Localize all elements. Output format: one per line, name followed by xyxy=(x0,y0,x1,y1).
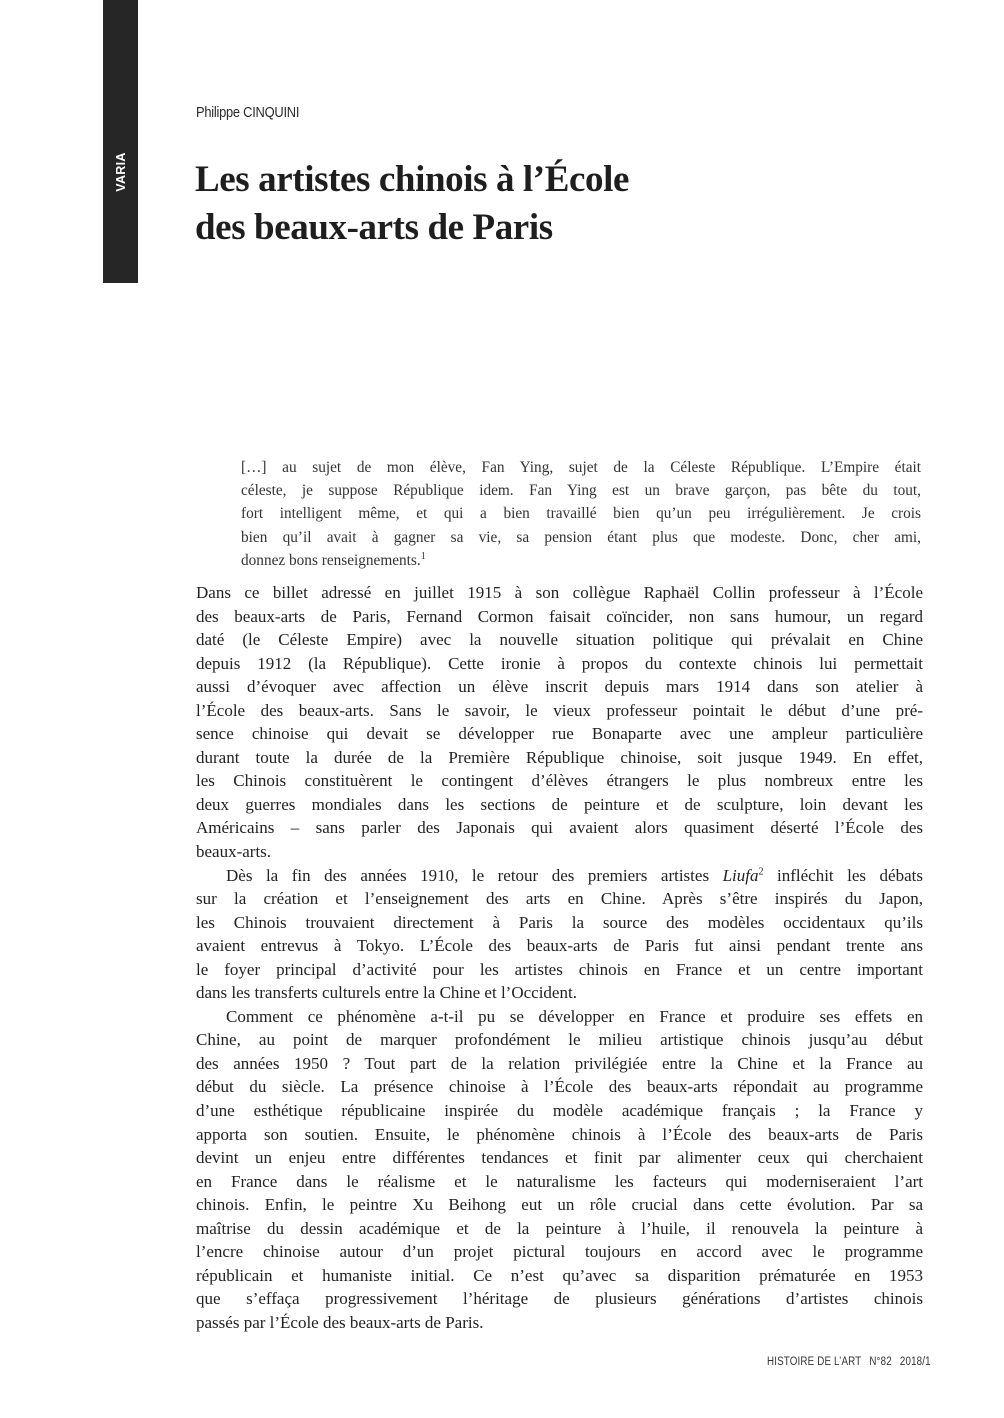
issue-year: 2018/1 xyxy=(899,1356,931,1368)
article-title xyxy=(195,156,629,252)
section-label: VARIA xyxy=(114,152,128,192)
body-line: le foyer principal d’activité pour les artistes chinois en France et un centre important xyxy=(196,959,923,979)
body-line: l’encre chinoise autour d’un projet pictural toujours en accord avec le programme xyxy=(196,1242,923,1262)
body-line: dans les transferts culturels entre la Chine et l’Occident. xyxy=(196,983,577,1003)
epigraph-line: céleste, je suppose République idem. Fan Ying est un brave garçon, pas bête du tout, xyxy=(241,482,921,500)
author-name: Philippe CINQUINI xyxy=(196,104,300,121)
body-line: maîtrise du dessin académique et de la peinture à l’huile, il renouvela la peinture à xyxy=(196,1218,923,1238)
issue-number: N°82 xyxy=(869,1356,892,1368)
body-line: les Chinois trouvaient directement à Paris la source des modèles occidentaux qu’ils xyxy=(196,912,923,932)
body-line: républicain et humaniste initial. Ce n’est qu’avec sa disparition prématurée en 1953 xyxy=(196,1265,923,1285)
body-line: apporta son soutien. Ensuite, le phénomène chinois à l’École des beaux-arts de Paris xyxy=(196,1124,923,1144)
body-line: depuis 1912 (la République). Cette ironie à propos du contexte chinois lui permettait xyxy=(196,653,923,673)
journal-name: HISTOIRE DE L’ART xyxy=(767,1356,862,1368)
epigraph-line: fort intelligent même, et qui a bien travaillé bien qu’un peu irrégulièrement. Je crois xyxy=(241,505,921,523)
body-line: Dans ce billet adressé en juillet 1915 à son collègue Raphaël Collin professeur à l’École xyxy=(196,583,923,602)
body-line: passés par l’École des beaux-arts de Paris. xyxy=(196,1312,484,1332)
epigraph-quote xyxy=(241,456,921,572)
body-line: sur la création et l’enseignement des arts en Chine. Après s’être inspirés du Japon, xyxy=(196,889,923,909)
epigraph-line: […] au sujet de mon élève, Fan Ying, sujet de la Céleste République. L’Empire était xyxy=(241,459,921,476)
body-line xyxy=(196,864,923,888)
body-text: infléchit les débats xyxy=(763,865,923,885)
body-line: des années 1950 ? Tout part de la relation privilégiée entre la Chine et la France au xyxy=(196,1053,923,1073)
body-line: Comment ce phénomène a-t-il pu se développer en France et produire ses effets en xyxy=(226,1006,923,1026)
body-line: durant toute la durée de la Première République chinoise, soit jusque 1949. En effet, xyxy=(196,747,923,767)
running-footer xyxy=(767,1356,936,1368)
italic-term: Liufa xyxy=(722,865,759,885)
body-line: deux guerres mondiales dans les sections de peinture et de sculpture, loin devant les xyxy=(196,794,923,814)
body-line: d’une esthétique républicaine inspirée du modèle académique français ; la France y xyxy=(196,1101,923,1121)
body-line: Américains – sans parler des Japonais qui avaient alors quasiment déserté l’École des xyxy=(196,818,923,838)
body-line: devint un enjeu entre différentes tendances et finit par alimenter ceux qui cherchaient xyxy=(196,1148,923,1168)
body-line: début du siècle. La présence chinoise à l’École des beaux-arts répondait au programme xyxy=(196,1077,923,1097)
body-line: Chine, au point de marquer profondément le milieu artistique chinois jusqu’au début xyxy=(196,1030,923,1050)
epigraph-line xyxy=(241,549,921,572)
footnote-ref-1[interactable]: 1 xyxy=(420,550,426,562)
body-line: beaux-arts. xyxy=(196,842,272,862)
body-line: avaient entrevus à Tokyo. L’École des beaux-arts de Paris fut ainsi pendant trente ans xyxy=(196,936,923,956)
footnote-ref-2[interactable]: 2 xyxy=(758,865,764,877)
article-body xyxy=(196,581,923,1335)
body-line: que s’effaça progressivement l’héritage de plusieurs générations d’artistes chinois xyxy=(196,1289,923,1309)
body-text: Dès la fin des années 1910, le retour des premiers artistes xyxy=(226,865,723,885)
section-tab xyxy=(103,0,138,283)
epigraph-text: donnez bons renseignements. xyxy=(241,551,421,569)
body-line: l’École des beaux-arts. Sans le savoir, le vieux professeur pointait le début d’une pré- xyxy=(196,700,923,720)
body-line: des beaux-arts de Paris, Fernand Cormon faisait coïncider, non sans humour, un regard xyxy=(196,606,923,626)
epigraph-line: bien qu’il avait à gagner sa vie, sa pension étant plus que modeste. Donc, cher ami, xyxy=(241,528,921,546)
body-line: sence chinoise qui devait se développer rue Bonaparte avec une ampleur particulière xyxy=(196,724,923,744)
body-line: daté (le Céleste Empire) avec la nouvelle situation politique qui prévalait en Chine xyxy=(196,630,923,650)
body-line: chinois. Enfin, le peintre Xu Beihong eut un rôle crucial dans cette évolution. Par sa xyxy=(196,1195,923,1215)
body-line: aussi d’évoquer avec affection un élève inscrit depuis mars 1914 dans son atelier à xyxy=(196,677,923,697)
body-line: en France dans le réalisme et le naturalisme les facteurs qui moderniseraient l’art xyxy=(196,1171,923,1191)
title-line: des beaux-arts de Paris xyxy=(195,207,553,248)
body-line: les Chinois constituèrent le contingent d’élèves étrangers le plus nombreux entre les xyxy=(196,771,923,791)
title-line: Les artistes chinois à l’École xyxy=(195,159,630,200)
